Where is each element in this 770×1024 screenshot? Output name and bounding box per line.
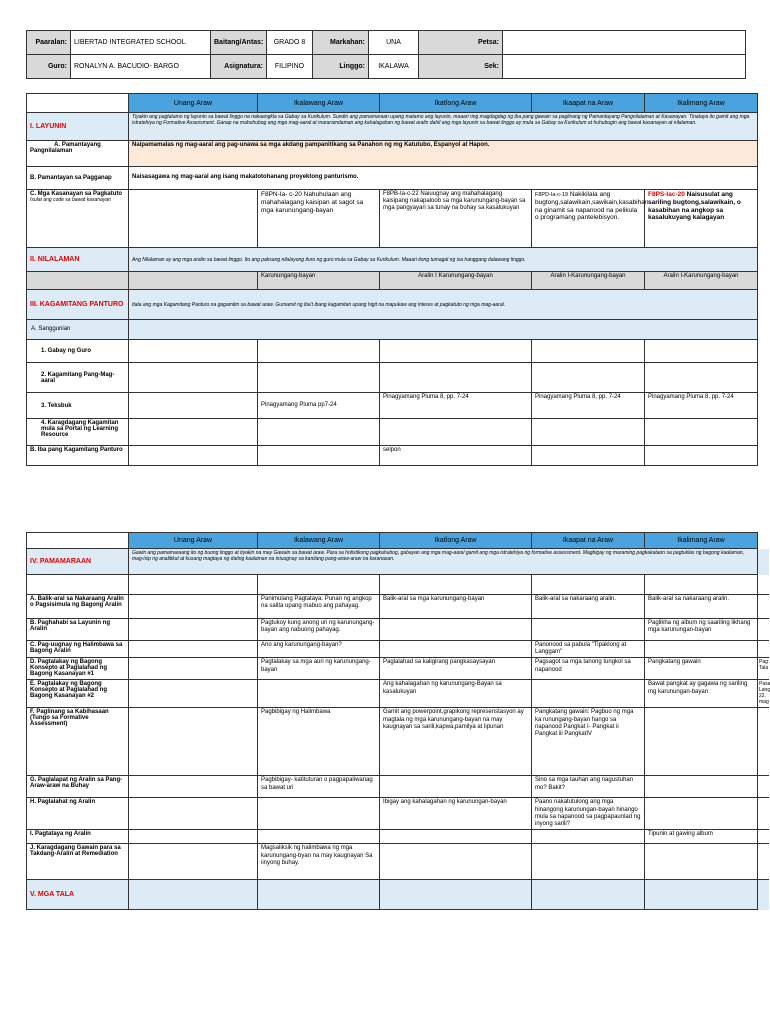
- nilalaman-label: II. NILALAMAN: [27, 248, 129, 272]
- procedure-day4: Pangkatang gawain: Pagbuo ng mga ka runungang-bayan hango sa napanood Pangkat I- Pangkat ii Pangkat iii PangkatIV: [532, 708, 645, 776]
- procedure-day3: Ibigay ang kahalagahan ng karunungan-bayan: [380, 798, 532, 830]
- lesson-plan-table-2: [26, 532, 769, 910]
- layunin-note: Tiyakin ang pagtatamo ng layunin sa bawat linggo na nakaangkla sa Gabay sa Kurikulum. Sundin ang pamamaraan upang matamo ang layunin, maaari ring magdagdag ng iba pang gawain sa paglinang ng Pamantayang Pangnilalaman at Kasanayan. Tinataya ito gamit ang mga istratehiya ng Formative Assessment. Ganap na mahuhubog ang mga mag-aaral at mararamdaman ang kahalagahan ng bawat aralin dahil ang mga layunin sa bawat linggo ay mula sa Gabay sa Kurikulum at huhubugin ang bawat kasanayan at nilalaman.: [129, 113, 758, 141]
- petsa-value: [503, 31, 746, 55]
- procedure-day1: [129, 798, 258, 830]
- procedure-overflow: [758, 619, 769, 641]
- kma-day5: [645, 363, 758, 393]
- t2-edge: [758, 549, 769, 575]
- procedure-day3: Paglalahad sa kaligirang pangkasaysayan: [380, 658, 532, 680]
- procedure-overflow: [758, 708, 769, 776]
- teks-day3: Pinagyamang Pluma 8, pp. 7-24: [380, 393, 532, 419]
- kar-day4: [532, 419, 645, 446]
- kagamitang-mag-aaral-label: 2. Kagamitang Pang-Mag-aaral: [27, 363, 129, 393]
- gabay-day1: [129, 340, 258, 363]
- guro-value: RONALYN A. BACUDIO- BARGO: [71, 55, 211, 79]
- baitang-label: Baitang/Antas:: [211, 31, 267, 55]
- t2-edge: [758, 880, 769, 910]
- tala-day1: [129, 880, 258, 910]
- procedure-overflow: Pag Tala: [758, 658, 769, 680]
- procedure-day4: [532, 680, 645, 708]
- pamamaraan-note: Gawin ang pamamaraang ito ng buong linggo at tiyakin na may Gawain sa bawat araw. Para sa holistikong pagkahubog, gabayan ang mga mag-aaral gamit ang mga istratehiya ng formative assessment. Magbigay ng maraming pagkakataon sa pagtuklas ng bagong kaalaman, mag-isip ng analitikal at kusang magtaya ng dating kaalaman na iniuugnay sa kanilang pang-araw-araw na karanasan.: [129, 549, 758, 575]
- procedure-row: [27, 619, 769, 641]
- procedure-day4: Pagsagot sa mga tanong tungkol sa napanood: [532, 658, 645, 680]
- nilalaman-note: Ang Nilalaman ay ang mga aralin sa bawat linggo. Ito ang paksang nilalayong ituro ng guro mula sa Gabay sa Kurikulum. Maaari itong tumagal ng isa hanggang dalawang linggo.: [129, 248, 758, 272]
- procedure-day2: Pagtukoy kung anong uri ng karunungang-bayan ang nabuong pahayag.: [258, 619, 380, 641]
- procedure-day5: [645, 641, 758, 658]
- procedure-day3: [380, 641, 532, 658]
- corner-cell: [27, 94, 129, 113]
- header-table: [26, 30, 746, 79]
- procedure-day5: [645, 844, 758, 880]
- procedure-overflow: [758, 776, 769, 798]
- paaralan-value: LIBERTAD INTEGRATED SCHOOL: [71, 31, 211, 55]
- procedure-day5: Bawat pangkat ay gagawa ng sariling mg karunungan-bayan: [645, 680, 758, 708]
- kas-day2: F8PN-Ia- c-20 Nahuhulaan ang mahahalagang kaisipan at sagot sa mga karunungang-bayan: [258, 190, 380, 248]
- kma-day3: [380, 363, 532, 393]
- pagganap-value: Naisasagawa ng mag-aaral ang isang makatotohanang proyektong panturismo.: [129, 167, 758, 190]
- procedure-day1: [129, 776, 258, 798]
- karagdagang-label: 4. Karagdagang Kagamitan mula sa Portal ng Learning Resource: [27, 419, 129, 446]
- pangnilalaman-value: Naipamamalas ng mag-aaral ang pag-unawa sa mga akdang pampanitikang sa Panahon ng mg Katutubo, Espanyol at Hapon.: [129, 141, 758, 167]
- procedure-rows: [27, 595, 769, 880]
- teks-day1: [129, 393, 258, 419]
- procedure-day2: Pagbibigay- katituturan o pagpapaliwanag sa bawat uri: [258, 776, 380, 798]
- procedure-label: I. Pagtataya ng Aralin: [27, 830, 129, 844]
- paaralan-label: Paaralan:: [27, 31, 71, 55]
- asignatura-label: Asignatura:: [211, 55, 267, 79]
- linggo-value: IKALAWA: [369, 55, 419, 79]
- procedure-label: B. Paghahabi sa Layunin ng Aralin: [27, 619, 129, 641]
- procedure-row: [27, 830, 769, 844]
- kasanayan-note: Isulat ang code sa bawat kasanayan: [30, 197, 111, 203]
- pangnilalaman-label-b: Pangnilalaman: [30, 148, 73, 154]
- baitang-value: GRADO 8: [267, 31, 313, 55]
- procedure-row: [27, 708, 769, 776]
- kas-day5-text: Naisusulat ang sariling bugtong,salawikain, o kasabihan na angkop sa kasalukuyang kalagayan: [648, 191, 741, 222]
- nil-day-empty-a: [27, 272, 129, 290]
- procedure-day3: [380, 619, 532, 641]
- iba-day4: [532, 446, 645, 466]
- procedure-day2: [258, 830, 380, 844]
- procedure-day5: Balik-aral sa nakaraang aralin.: [645, 595, 758, 619]
- lesson-plan-table-1: [26, 93, 758, 466]
- procedure-day1: [129, 680, 258, 708]
- nil-day1: [129, 272, 258, 290]
- t2-day-header-4: Ikaapat na Araw: [532, 533, 645, 549]
- nil-day2: Karunungang-bayan: [258, 272, 380, 290]
- procedure-day4: Sino sa mga tauhan ang nagustuhan mo? Bakit?: [532, 776, 645, 798]
- procedure-row: [27, 680, 769, 708]
- procedure-label: E. Pagtalakay ng Bagong Konsepto at Paglalahad ng Bagong Kasanayan #2: [27, 680, 129, 708]
- kas-day4: [532, 190, 649, 248]
- nil-day4: Aralin I-Karunungang-bayan: [532, 272, 645, 290]
- kagamitan-note: Itala ang mga Kagamitang Panturo na gagamitin sa bawat araw. Gumamit ng iba't ibang kagamitan upang higit na mapukaw ang interes at pagkatuto ng mga mag-aaral.: [129, 290, 758, 320]
- gabay-label: 1. Gabay ng Guro: [27, 340, 129, 363]
- procedure-row: [27, 798, 769, 830]
- t2-day-header-2: Ikalawang Araw: [258, 533, 380, 549]
- pamamaraan-label: IV. PAMAMARAAN: [27, 549, 129, 575]
- kas-day4-code: F8PD-Ia-c-19: [535, 192, 569, 198]
- teks-day4: Pinagyamang Pluma 8, pp. 7-24: [532, 393, 645, 419]
- day-header-2: Ikalawang Araw: [258, 94, 380, 113]
- pagganap-label: B. Pamantayan sa Pagganap: [27, 167, 129, 190]
- procedure-day2: [258, 680, 380, 708]
- tala-day3: [380, 880, 532, 910]
- procedure-row: [27, 658, 769, 680]
- procedure-day4: Paano nakatutulong ang mga hinangong karunungan-bayan hinango mula sa napanood sa pagpapaunlad ng inyong sarili?: [532, 798, 645, 830]
- sek-value: [503, 55, 746, 79]
- markahan-label: Markahan:: [313, 31, 369, 55]
- teks-day5: Pinagyamang Pluma 8, pp. 7-24: [645, 393, 758, 419]
- procedure-day5: Tipunin at gawing album: [645, 830, 758, 844]
- procedure-day3: Ang kahalagahan ng karunungang-Bayan sa kasalukuyan: [380, 680, 532, 708]
- procedure-day2: Ano ang karunungang-bayan?: [258, 641, 380, 658]
- procedure-day2: Pagtalakay sa mga auri ng karunungang- bayan: [258, 658, 380, 680]
- procedure-day2: Magsaliksik ng halimbawa ng mga karunungang-byan na may kaugnayan Sa iinyong buhay.: [258, 844, 380, 880]
- kas-day5-code: F8PS-Iac-20: [648, 191, 685, 198]
- iba-day5: [645, 446, 758, 466]
- guro-label: Guro:: [27, 55, 71, 79]
- procedure-label: F. Paglinang sa Kabihasaan (Tungo sa Formative Assessment): [27, 708, 129, 776]
- kas-day5: [645, 190, 758, 248]
- procedure-day4: [532, 619, 645, 641]
- kar-day1: [129, 419, 258, 446]
- layunin-label: I. LAYUNIN: [27, 113, 129, 141]
- procedure-label: D. Pagtalakay ng Bagong Konsepto at Paglalahad ng Bagong Kasanayan #1: [27, 658, 129, 680]
- procedure-day5: Pangkatang gawain: [645, 658, 758, 680]
- procedure-day4: [532, 830, 645, 844]
- teks-day2: Pinagyamang Pluma pp7-24: [258, 393, 380, 419]
- procedure-day2: [258, 798, 380, 830]
- procedure-day3: [380, 844, 532, 880]
- asignatura-value: FILIPINO: [267, 55, 313, 79]
- tala-day5: [645, 880, 758, 910]
- iba-day2: [258, 446, 380, 466]
- procedure-overflow: [758, 830, 769, 844]
- procedure-overflow: [758, 641, 769, 658]
- t2-blank: [645, 575, 758, 595]
- gabay-day4: [532, 340, 645, 363]
- t2-day-header-1: Unang Araw: [129, 533, 258, 549]
- teksbuk-label: 3. Teksbuk: [27, 393, 129, 419]
- procedure-day4: Panonood sa pabula "Tipaklong at Langgam": [532, 641, 645, 658]
- pamantayang-pangnilalaman-label: [27, 141, 129, 167]
- kar-day3: [380, 419, 532, 446]
- gabay-day5: [645, 340, 758, 363]
- kas-day4-text: Nakikilala ang bugtong,salawikain,sawikain,kasabihan na ginamit sa napanood na pelikula o programang pantelebisyon.: [535, 191, 649, 222]
- procedure-row: [27, 844, 769, 880]
- procedure-day3: Gamit ang powerpoint,grapikong represenstasyon ay magtala ng mga karunungang-bayan na may kaugnayan sa sarili,kapwa,pamilya at lipunan: [380, 708, 532, 776]
- procedure-label: C. Pag-uugnay ng Halimbawa sa Bagong Aralin: [27, 641, 129, 658]
- procedure-overflow: [758, 595, 769, 619]
- procedure-day2: Panimulang Pagtataya: Punan ng angkop na salita upang mabuo ang pahayag.: [258, 595, 380, 619]
- procedure-day5: [645, 798, 758, 830]
- day-header-3: Ikatlong Araw: [380, 94, 532, 113]
- procedure-label: J. Karagdagang Gawain para sa Takdang-Aralin at Remediation: [27, 844, 129, 880]
- kas-day1: [129, 190, 258, 248]
- procedure-day1: [129, 844, 258, 880]
- kagamitan-label: III. KAGAMITANG PANTURO: [27, 290, 129, 320]
- nil-day5: Aralin I-Karunungang-bayan: [645, 272, 758, 290]
- gabay-day2: [258, 340, 380, 363]
- sanggunian-value: [129, 320, 758, 340]
- procedure-day3: [380, 830, 532, 844]
- tala-day4: [532, 880, 645, 910]
- day-header-5: Ikalimang Araw: [645, 94, 758, 113]
- procedure-day1: [129, 595, 258, 619]
- iba-day1: [129, 446, 258, 466]
- kma-day1: [129, 363, 258, 393]
- procedure-day1: [129, 658, 258, 680]
- kma-day4: [532, 363, 645, 393]
- procedure-day1: [129, 619, 258, 641]
- procedure-day5: Paglikha ng album ng saariling likhang mga karunungan-bayan: [645, 619, 758, 641]
- tala-label: V. MGA TALA: [27, 880, 129, 910]
- procedure-day3: [380, 776, 532, 798]
- t2-day-header-5: Ikalimang Araw: [645, 533, 758, 549]
- sanggunian-label: A. Sanggunian: [27, 320, 129, 340]
- petsa-label: Petsa:: [419, 31, 503, 55]
- linggo-label: Linggo:: [313, 55, 369, 79]
- t2-blank: [129, 575, 258, 595]
- gabay-day3: [380, 340, 532, 363]
- procedure-label: G. Paglalapat ng Aralin sa Pang-Araw-araw na Buhay: [27, 776, 129, 798]
- day-header-1: Unang Araw: [129, 94, 258, 113]
- procedure-day1: [129, 708, 258, 776]
- iba-label: B. Iba pang Kagamitang Panturo: [27, 446, 129, 466]
- procedure-overflow: [758, 844, 769, 880]
- iba-day3: selpon: [380, 446, 532, 466]
- procedure-overflow: Pasa Lang 22. mag: [758, 680, 769, 708]
- kma-day2: [258, 363, 380, 393]
- procedure-row: [27, 641, 769, 658]
- tala-day2: [258, 880, 380, 910]
- t2-edge: [758, 575, 769, 595]
- procedure-day5: [645, 708, 758, 776]
- markahan-value: UNA: [369, 31, 419, 55]
- sek-label: Sek:: [419, 55, 503, 79]
- procedure-label: A. Balik-aral sa Nakaraang Aralin o Pagsisimula ng Bagong Aralin: [27, 595, 129, 619]
- procedure-label: H. Paglalahat ng Aralin: [27, 798, 129, 830]
- procedure-day4: Balik-aral sa nakaraang aralin.: [532, 595, 645, 619]
- kasanayan-label: C. Mga Kasanayan sa Pagkatuto: [30, 191, 123, 197]
- nil-day3: Aralin I Karunungang-bayan: [380, 272, 532, 290]
- procedure-row: [27, 776, 769, 798]
- day-header-4: Ikaapat na Araw: [532, 94, 645, 113]
- procedure-day1: [129, 641, 258, 658]
- t2-blank: [27, 575, 129, 595]
- procedure-overflow: [758, 798, 769, 830]
- t2-corner-cell: [27, 533, 129, 549]
- t2-edge: [758, 533, 769, 549]
- pangnilalaman-label-a: A. Pamantayang: [54, 142, 101, 148]
- procedure-day5: [645, 776, 758, 798]
- procedure-day1: [129, 830, 258, 844]
- procedure-row: [27, 595, 769, 619]
- t2-blank: [258, 575, 380, 595]
- procedure-day4: [532, 844, 645, 880]
- kas-day3: F8PB-Ia-c-22 Naiuugnay ang mahahalagang kaisipang nakapaloob sa mga karunungang-bayan sa mga pangyayari sa tunay na buhay sa kasalukuyan: [380, 190, 532, 248]
- t2-day-header-3: Ikatlong Araw: [380, 533, 532, 549]
- kasanayan-label-cell: [27, 190, 129, 248]
- t2-blank: [380, 575, 532, 595]
- procedure-day3: Balik-aral sa mga karunungang-bayan: [380, 595, 532, 619]
- procedure-day2: Pagbibigay ng Halimbawa: [258, 708, 380, 776]
- kar-day5: [645, 419, 758, 446]
- t2-blank: [532, 575, 645, 595]
- kar-day2: [258, 419, 380, 446]
